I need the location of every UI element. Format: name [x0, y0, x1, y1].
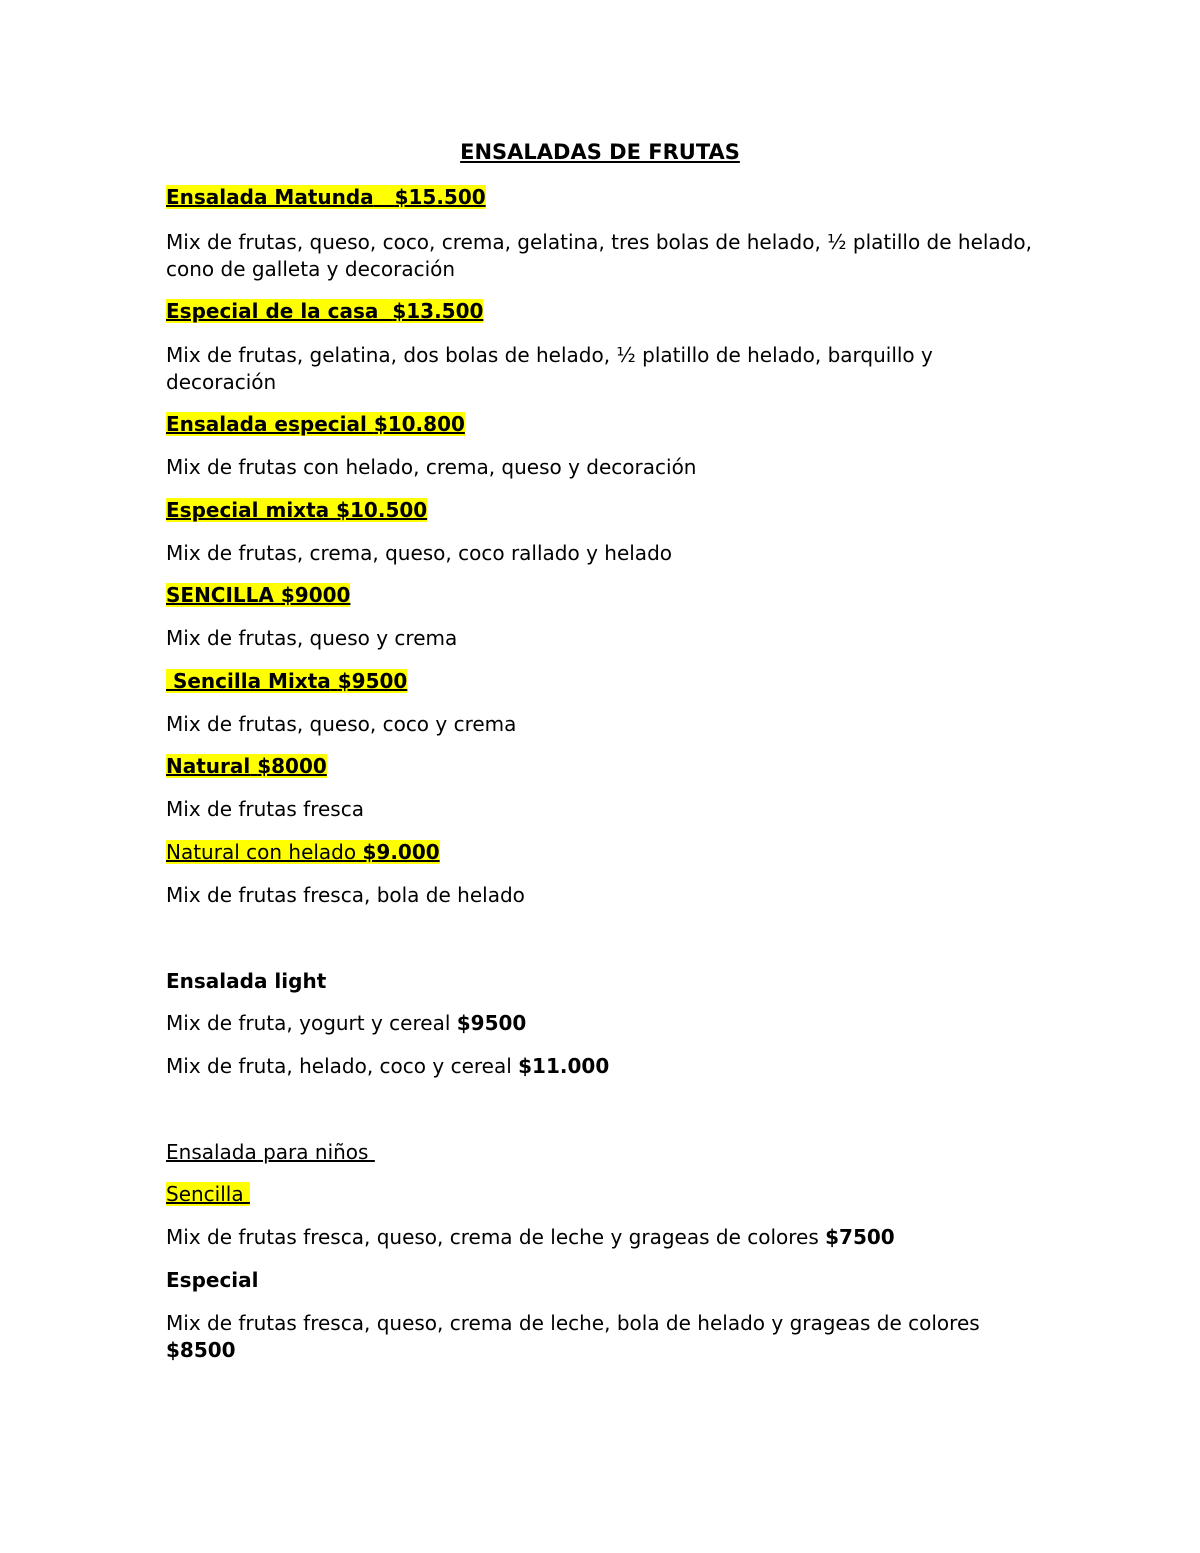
kids-option-text: Mix de frutas fresca, queso, crema de leche y grageas de colores — [166, 1225, 826, 1249]
menu-item-price: $10.800 — [373, 412, 465, 436]
kids-option-name: Sencilla — [166, 1182, 250, 1206]
menu-item-description: Mix de frutas fresca, bola de helado — [166, 883, 525, 907]
menu-item-title — [166, 582, 1046, 609]
menu-item-title — [166, 668, 1046, 695]
menu-item-gap — [331, 669, 338, 693]
menu-item-title — [166, 497, 1046, 524]
menu-item-title — [166, 839, 1046, 866]
menu-item-description: Mix de frutas, queso, coco, crema, gelatina, tres bolas de helado, ½ platillo de helado, cono de galleta y decoración — [166, 230, 1032, 281]
menu-item-highlight — [166, 185, 486, 209]
kids-option-price: $8500 — [166, 1338, 236, 1362]
menu-item-price: $9000 — [280, 583, 351, 607]
menu-item-price: $9.000 — [362, 840, 440, 864]
menu-item-price: $9500 — [337, 669, 408, 693]
menu-item-name: Natural con helado — [166, 840, 357, 864]
kids-option-description — [166, 1224, 1046, 1251]
menu-item-gap — [367, 412, 374, 436]
menu-item-name: Ensalada Matunda — [166, 185, 374, 209]
menu-item-gap — [378, 299, 392, 323]
menu-item-name: Especial mixta — [166, 498, 330, 522]
menu-item-highlight — [166, 669, 407, 693]
light-option — [166, 1053, 1046, 1080]
light-option-price: $9500 — [456, 1011, 527, 1035]
page-title: ENSALADAS DE FRUTAS — [460, 140, 740, 164]
kids-option-title — [166, 1181, 1046, 1208]
menu-item-title — [166, 298, 1046, 325]
menu-item-title — [166, 411, 1046, 438]
menu-item-description: Mix de frutas, queso y crema — [166, 626, 458, 650]
menu-item-description: Mix de frutas con helado, crema, queso y decoración — [166, 455, 697, 479]
menu-item-description: Mix de frutas, queso, coco y crema — [166, 712, 517, 736]
kids-option-description — [166, 1310, 1046, 1364]
light-option-text: Mix de fruta, yogurt y cereal — [166, 1011, 457, 1035]
kids-option-text: Mix de frutas fresca, queso, crema de leche, bola de helado y grageas de colores — [166, 1311, 980, 1335]
section-heading-kids: Ensalada para niños — [166, 1140, 375, 1164]
menu-item-price: $8000 — [257, 754, 327, 778]
section-heading-light: Ensalada light — [166, 969, 327, 993]
menu-item-name: Natural — [166, 754, 251, 778]
menu-item-description: Mix de frutas fresca — [166, 797, 364, 821]
menu-item-highlight — [166, 498, 427, 522]
menu-item-gap — [274, 583, 281, 607]
menu-item-highlight — [166, 299, 483, 323]
menu-item-highlight — [166, 583, 350, 607]
menu-item-title — [166, 753, 1046, 780]
menu-item-gap — [374, 185, 395, 209]
menu-item-price: $15.500 — [394, 185, 486, 209]
menu-item-price: $10.500 — [336, 498, 428, 522]
menu-item-description: Mix de frutas, crema, queso, coco rallado y helado — [166, 541, 672, 565]
light-option-price: $11.000 — [518, 1054, 610, 1078]
menu-item-name: Sencilla Mixta — [166, 669, 331, 693]
menu-item-name: Ensalada especial — [166, 412, 367, 436]
menu-item-price: $13.500 — [392, 299, 484, 323]
menu-item-description: Mix de frutas, gelatina, dos bolas de helado, ½ platillo de helado, barquillo y decoración — [166, 343, 933, 394]
menu-item-name: Especial de la casa — [166, 299, 379, 323]
light-option-text: Mix de fruta, helado, coco y cereal — [166, 1054, 519, 1078]
menu-item-highlight — [166, 840, 440, 864]
menu-item-highlight — [166, 754, 327, 778]
light-option — [166, 1010, 1046, 1037]
menu-item-title — [166, 184, 1046, 211]
kids-option-title: Especial — [166, 1268, 259, 1292]
menu-item-highlight — [166, 412, 465, 436]
menu-item-name: SENCILLA — [166, 583, 274, 607]
kids-option-price: $7500 — [825, 1225, 895, 1249]
